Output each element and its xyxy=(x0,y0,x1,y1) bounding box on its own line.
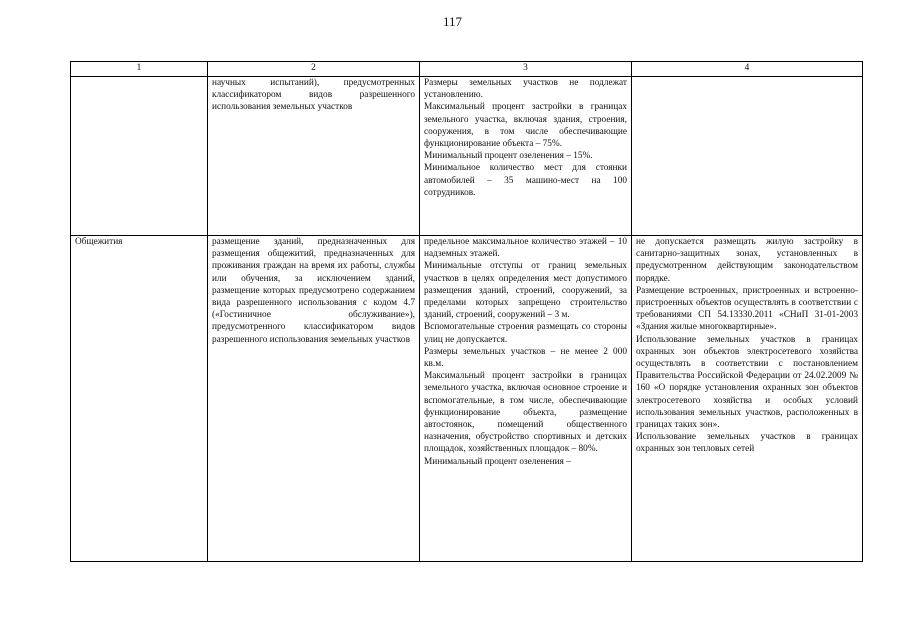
row2-col4 xyxy=(632,236,863,562)
row2-use-type: Общежития xyxy=(75,237,123,247)
row2-col1 xyxy=(71,236,208,562)
header-cell-4: 4 xyxy=(632,62,863,77)
row2-col4-p3: Использование земельных участков в границах охранных зон объектов электросетевого хозяйства осуществлять в соответствии с постановлением Правительства Российской Федерации от 24.02.2009 № 160 «О порядке установления охранных зон объектов электросетевого хозяйства и особых условий использования земельных участков, расположенных в границах таких зон». xyxy=(636,334,858,431)
row1-col2-text: научных испытаний), предусмотренных классификатором видов разрешенного использования земельных участков xyxy=(212,78,415,113)
row2-col3 xyxy=(420,236,632,562)
row1-col3-p2: Максимальный процент застройки в границах земельного участка, включая здания, строения, сооружения, в том числе обеспечивающие функционирование объекта – 75%. xyxy=(424,102,627,150)
row2-col3-p5: Максимальный процент застройки в границах земельного участка, включая основное строение и вспомогательные, в том числе, обеспечивающие функционирование объекта, размещение автостоянок, помещений общественного назначения, обустройство спортивных и детских площадок, хозяйственных площадок – 80%. xyxy=(424,371,627,455)
header-cell-1: 1 xyxy=(71,62,208,77)
row1-col4 xyxy=(632,77,863,236)
regulations-table xyxy=(70,61,863,562)
header-row xyxy=(71,62,863,77)
row1-col3-p3: Минимальный процент озеленения – 15%. xyxy=(424,151,593,162)
page-number: 117 xyxy=(442,14,463,29)
row1-col3 xyxy=(420,77,632,236)
row2-col3-p6: Минимальный процент озеленения – xyxy=(424,456,571,467)
row2-col3-p4: Размеры земельных участков – не менее 2 000 кв.м. xyxy=(424,346,627,370)
row2-col2-text: размещение зданий, предназначенных для размещения общежитий, предназначенных для проживания граждан на время их работы, службы или обучения, за исключением зданий, размещение которых предусмотрено содержанием вида разрешенного использования с кодом 4.7 («Гостиничное обслуживание»), предусмотренного классификатором видов разрешенного использования земельных участков xyxy=(212,237,415,345)
row2-col3-p1: предельное максимальное количество этажей – 10 надземных этажей. xyxy=(424,237,627,260)
row2-col4-p4: Использование земельных участков в границах охранных зон тепловых сетей xyxy=(636,432,858,455)
row1-col2 xyxy=(208,77,420,236)
row2-col3-p2: Минимальные отступы от границ земельных участков в целях определения мест допустимого размещения зданий, строений, сооружений, за пределами которых запрещено строительство зданий, строений, сооружений – 3 м. xyxy=(424,261,627,321)
row1-col3-p1: Размеры земельных участков не подлежат установлению. xyxy=(424,78,627,101)
row2-col2 xyxy=(208,236,420,562)
row2-col3-p3: Вспомогательные строения размещать со стороны улиц не допускается. xyxy=(424,322,627,345)
table-row xyxy=(71,236,863,562)
header-cell-3: 3 xyxy=(420,62,632,77)
header-cell-2: 2 xyxy=(208,62,420,77)
table-row xyxy=(71,77,863,236)
row2-col4-p1: не допускается размещать жилую застройку в санитарно-защитных зонах, установленных в предусмотренном действующим законодательством порядке. xyxy=(636,237,858,284)
row1-col3-p4: Минимальное количество мест для стоянки автомобилей – 35 машино-мест на 100 сотрудников. xyxy=(424,163,627,198)
row1-col1 xyxy=(71,77,208,236)
row2-col4-p2: Размещение встроенных, пристроенных и встроенно-пристроенных объектов осуществлять в соответствии с требованиями СП 54.13330.2011 «СНиП 31-01-2003 «Здания жилые многоквартирные». xyxy=(636,285,858,333)
